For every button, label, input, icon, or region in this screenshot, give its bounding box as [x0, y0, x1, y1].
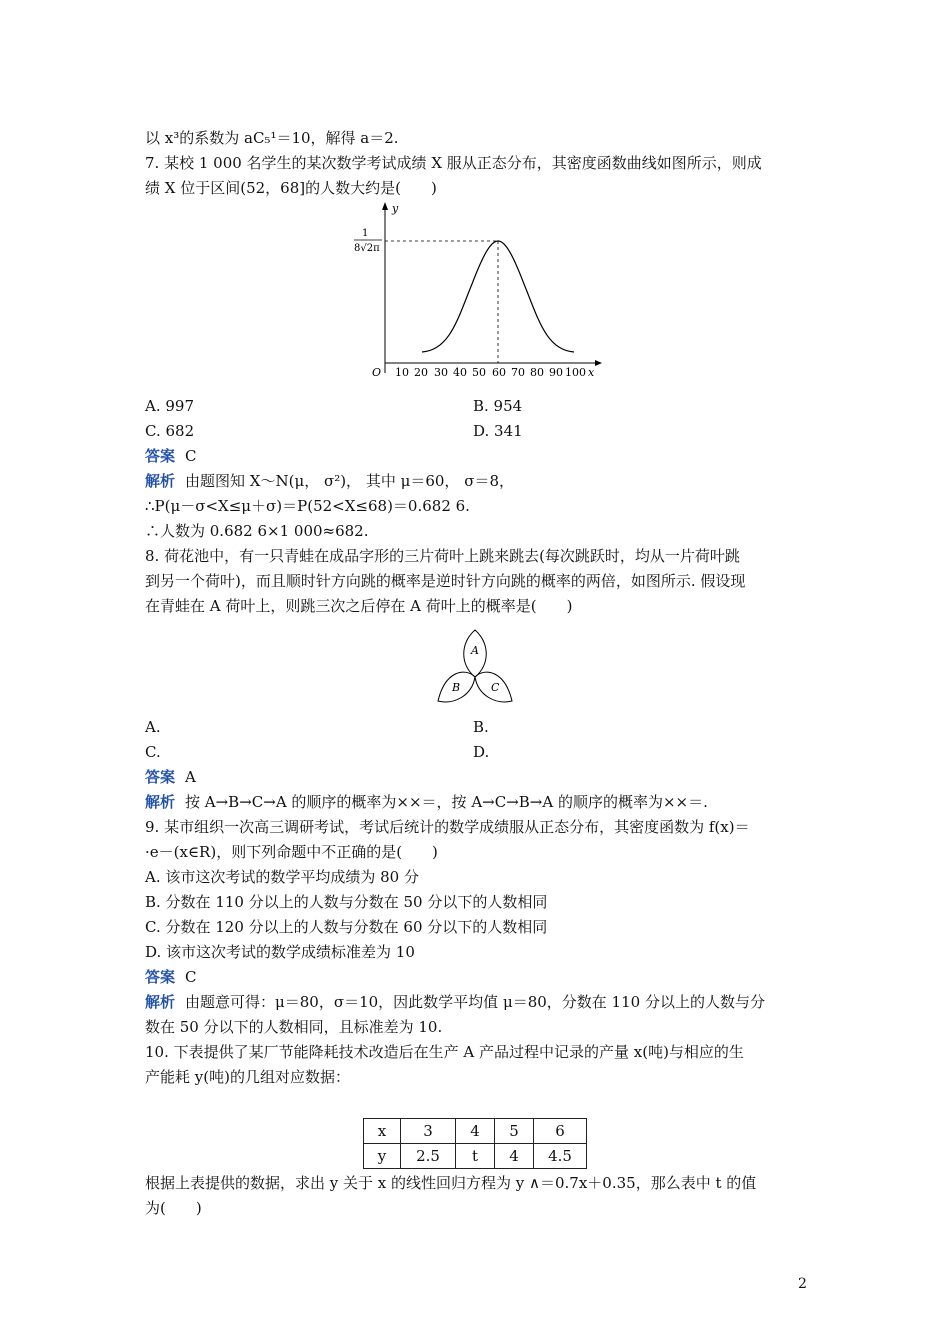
answer-label: 答案 — [145, 768, 176, 786]
option-c: C. 分数在 120 分以上的人数与分数在 60 分以下的人数相同 — [145, 918, 548, 936]
tick-label: 60 — [492, 366, 506, 379]
question-10-text: 为( ) — [145, 1199, 202, 1217]
leaf-b-label: B — [452, 681, 461, 694]
table-row — [364, 1119, 587, 1144]
question-8-text: 8. 荷花池中，有一只青蛙在成品字形的三片荷叶上跳来跳去(每次跳跃时，均从一片荷叶跳 — [145, 547, 740, 565]
tick-label: 30 — [434, 366, 448, 379]
x-axis-label: x — [588, 366, 595, 379]
analysis-line — [145, 792, 708, 812]
question-10-text: 产能耗 y(吨)的几组对应数据： — [145, 1068, 350, 1086]
analysis-text: 按 A→B→C→A 的顺序的概率为××＝，按 A→C→B→A 的顺序的概率为××＝. — [185, 793, 708, 811]
analysis-label: 解析 — [145, 793, 176, 811]
analysis-text: ∴人数为 0.682 6×1 000≈682. — [145, 522, 369, 540]
tick-label: 100 — [565, 366, 586, 379]
analysis-line — [145, 992, 765, 1012]
answer-label: 答案 — [145, 968, 176, 986]
option-c: C. — [145, 743, 161, 761]
option-b: B. 分数在 110 分以上的人数与分数在 50 分以下的人数相同 — [145, 893, 548, 911]
question-9-text: ·e－(x∈R)，则下列命题中不正确的是( ) — [145, 843, 438, 861]
table-row — [364, 1144, 587, 1169]
tick-label: 10 — [395, 366, 409, 379]
tick-label: 40 — [453, 366, 467, 379]
tick-label: 70 — [511, 366, 525, 379]
analysis-text: 由题意可得：μ＝80，σ＝10，因此数学平均值 μ＝80，分数在 110 分以上的人数与分 — [185, 993, 765, 1011]
answer-label: 答案 — [145, 447, 176, 465]
option-c: C. 682 — [145, 422, 195, 440]
question-10-text: 10. 下表提供了某厂节能降耗技术改造后在生产 A 产品过程中记录的产量 x(吨)与相应的生 — [145, 1043, 744, 1061]
answer-value: A — [185, 768, 196, 786]
peak-label-bottom: 8√2π — [354, 243, 380, 254]
analysis-text: ∴P(μ－σ<X≤μ＋σ)＝P(52<X≤68)＝0.682 6. — [145, 497, 470, 515]
table-cell: x — [364, 1119, 401, 1144]
answer-line — [145, 446, 197, 466]
origin-label: O — [372, 366, 382, 379]
question-9-text: 9. 某市组织一次高三调研考试，考试后统计的数学成绩服从正态分布，其密度函数为 f(x)＝ — [145, 818, 750, 836]
leaf-a-label: A — [471, 644, 479, 657]
answer-value: C — [185, 968, 197, 986]
option-d: D. 该市这次考试的数学成绩标准差为 10 — [145, 943, 415, 961]
table-cell: t — [456, 1144, 495, 1169]
table-cell: 3 — [401, 1119, 456, 1144]
y-axis-label: y — [392, 202, 399, 215]
answer-line — [145, 767, 196, 787]
table-cell: 5 — [495, 1119, 534, 1144]
option-b: B. — [473, 718, 489, 736]
question-7-text: 7. 某校 1 000 名学生的某次数学考试成绩 X 服从正态分布，其密度函数曲线如图所示，则成 — [145, 154, 762, 172]
option-d: D. 341 — [473, 422, 523, 440]
x-tick-labels — [395, 366, 586, 379]
answer-value: C — [185, 447, 197, 465]
table-cell: 6 — [534, 1119, 587, 1144]
option-a: A. 该市这次考试的数学平均成绩为 80 分 — [145, 868, 419, 886]
tick-label: 20 — [414, 366, 428, 379]
analysis-text: 数在 50 分以下的人数相同，且标准差为 10. — [145, 1018, 443, 1036]
tick-label: 80 — [530, 366, 544, 379]
analysis-label: 解析 — [145, 472, 176, 490]
data-table — [363, 1118, 587, 1169]
table-cell: 4 — [495, 1144, 534, 1169]
table-cell: 4 — [456, 1119, 495, 1144]
analysis-line — [145, 471, 514, 491]
option-a: A. — [145, 718, 161, 736]
y-axis-arrow — [382, 202, 388, 210]
option-d: D. — [473, 743, 490, 761]
x-axis-arrow — [595, 360, 602, 366]
page-number: 2 — [798, 1276, 807, 1292]
table-cell: 4.5 — [534, 1144, 587, 1169]
option-a: A. 997 — [145, 397, 194, 415]
question-8-text: 在青蛙在 A 荷叶上，则跳三次之后停在 A 荷叶上的概率是( ) — [145, 597, 573, 615]
text-line: 以 x³的系数为 aC₅¹＝10，解得 a＝2. — [145, 129, 399, 147]
analysis-text: 由题图知 X～N(μ， σ²)， 其中 μ＝60， σ＝8， — [185, 472, 514, 490]
table-cell: 2.5 — [401, 1144, 456, 1169]
peak-label-top: 1 — [362, 228, 369, 239]
option-b: B. 954 — [473, 397, 523, 415]
lotus-leaves-figure — [430, 625, 520, 710]
normal-density-figure — [340, 198, 610, 383]
analysis-label: 解析 — [145, 993, 176, 1011]
table-cell: y — [364, 1144, 401, 1169]
question-8-text: 到另一个荷叶)，而且顺时针方向跳的概率是逆时针方向跳的概率的两倍，如图所示. 假设现 — [145, 572, 746, 590]
tick-label: 50 — [472, 366, 486, 379]
answer-line — [145, 967, 197, 987]
question-7-text: 绩 X 位于区间(52，68]的人数大约是( ) — [145, 179, 437, 197]
question-10-text: 根据上表提供的数据，求出 y 关于 x 的线性回归方程为 y ∧＝0.7x＋0.35，那么表中 t 的值 — [145, 1174, 757, 1192]
leaf-c-label: C — [491, 681, 500, 694]
tick-label: 90 — [549, 366, 563, 379]
